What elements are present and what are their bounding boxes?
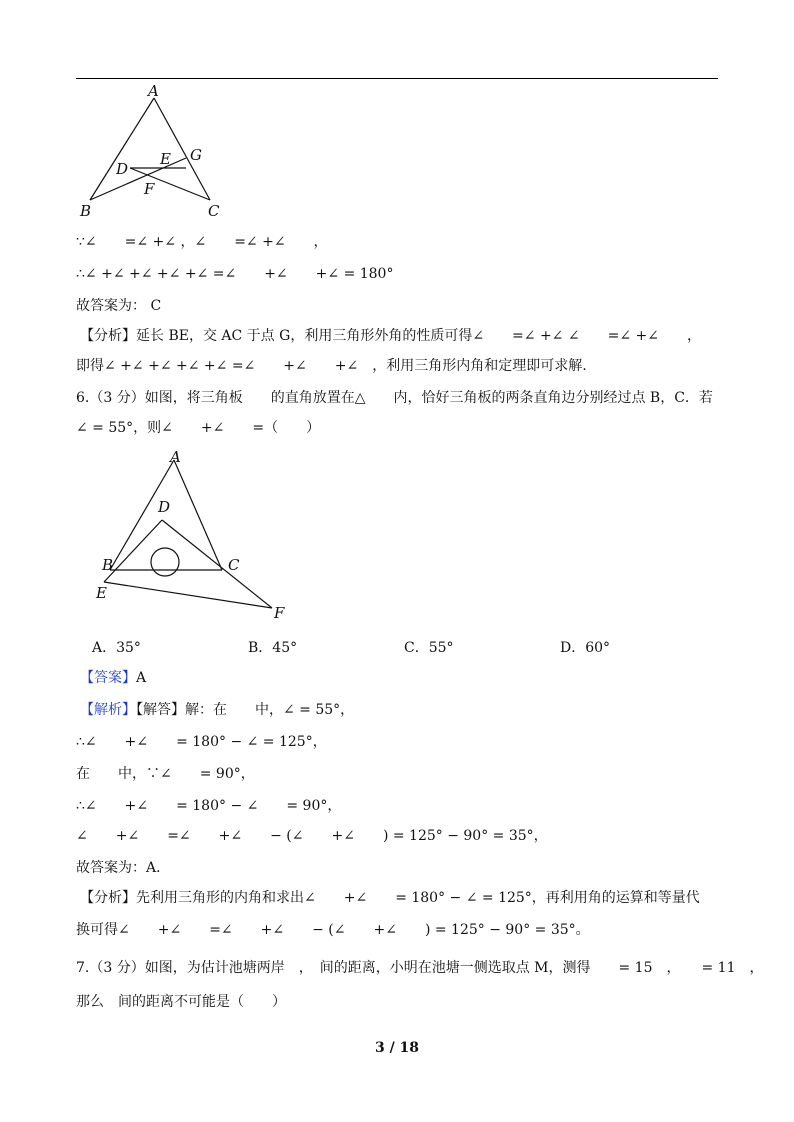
fig2-label-d: D xyxy=(158,498,171,516)
fig2-label-f: F xyxy=(274,604,285,622)
q6-option-a: A．35° xyxy=(92,640,141,656)
q5-analysis-line1 xyxy=(80,326,701,346)
fig2-label-c: C xyxy=(228,556,240,574)
fig1-label-f: F xyxy=(144,180,155,198)
fig1-label-d: D xyxy=(116,160,129,178)
q6-answer-value: A xyxy=(136,670,147,686)
page-number: 3 / 18 xyxy=(374,1040,420,1056)
q7-stem-line1: 7.（3 分）如图，为估计池塘两岸 ， 间的距离，小明在池塘一侧选取点 M，测得 = 15 ， = 11 ， xyxy=(76,960,764,976)
header-rule xyxy=(76,78,718,79)
fig2-label-a: A xyxy=(170,448,181,466)
q6-analysis-tag: 【分析】 xyxy=(80,890,136,906)
q6-solution-line2: ∴∠ +∠ = 180° − ∠ = 125°， xyxy=(76,734,327,750)
fig1-label-a: A xyxy=(148,82,159,100)
q6-analysis-text1: 先利用三角形的内角和求出∠ +∠ = 180° − ∠ = 125°，再利用角的运算和等量代 xyxy=(136,890,700,906)
q5-therefore-line: ∴∠ +∠ +∠ +∠ +∠ =∠ +∠ +∠ = 180° xyxy=(76,266,394,282)
q6-option-d: D．60° xyxy=(560,640,611,656)
q5-answer-line: 故答案为： C xyxy=(76,298,162,314)
q6-solution-line1 xyxy=(80,700,354,720)
fig1-label-c: C xyxy=(208,202,220,220)
q6-analysis-line1 xyxy=(80,888,700,908)
q6-answer-tag: 【答案】 xyxy=(80,670,136,686)
fig1-label-g: G xyxy=(190,146,202,164)
fig1-label-b: B xyxy=(80,202,92,220)
fig2-label-b: B xyxy=(102,556,114,574)
fig1-label-e: E xyxy=(160,150,171,168)
figure-triangle-set-square xyxy=(90,448,300,623)
figure-triangle-abc-defg xyxy=(76,82,236,222)
q6-solution-tag: 【解析】 xyxy=(80,702,136,718)
q7-stem-line2: 那么 间的距离不可能是（ ） xyxy=(76,994,286,1010)
fig2-label-e: E xyxy=(96,584,107,602)
q5-analysis-text1: 延长 BE，交 AC 于点 G，利用三角形外角的性质可得∠ =∠ +∠ ∠ =∠ +∠ ， xyxy=(136,328,701,344)
q6-analysis-line2: 换可得∠ +∠ =∠ +∠ − (∠ +∠ ) = 125° − 90° = 35°。 xyxy=(76,922,590,938)
q6-stem-line2: ∠ = 55°，则∠ +∠ =（ ） xyxy=(76,420,321,436)
q6-answer-line xyxy=(80,668,146,688)
q6-stem-line1: 6.（3 分）如图，将三角板 的直角放置在△ 内，恰好三角板的两条直角边分别经过点 B，C．若 xyxy=(76,390,713,406)
q6-solution-text1: 【解答】解：在 中，∠ = 55°， xyxy=(136,702,355,718)
q6-solution-line6: 故答案为：A． xyxy=(76,860,171,876)
q5-analysis-tag: 【分析】 xyxy=(80,328,136,344)
q5-analysis-line2: 即得∠ +∠ +∠ +∠ +∠ =∠ +∠ +∠ ，利用三角形内角和定理即可求解. xyxy=(76,358,587,374)
q6-option-b: B．45° xyxy=(248,640,298,656)
q6-solution-line5: ∠ +∠ =∠ +∠ − (∠ +∠ ) = 125° − 90° = 35°， xyxy=(76,828,548,844)
q6-solution-line4: ∴∠ +∠ = 180° − ∠ = 90°， xyxy=(76,798,342,814)
q6-option-c: C．55° xyxy=(404,640,454,656)
q5-because-line: ∵∠ =∠ +∠ ，∠ =∠ +∠ ， xyxy=(76,234,328,250)
q6-solution-line3: 在 中，∵∠ = 90°， xyxy=(76,766,255,782)
